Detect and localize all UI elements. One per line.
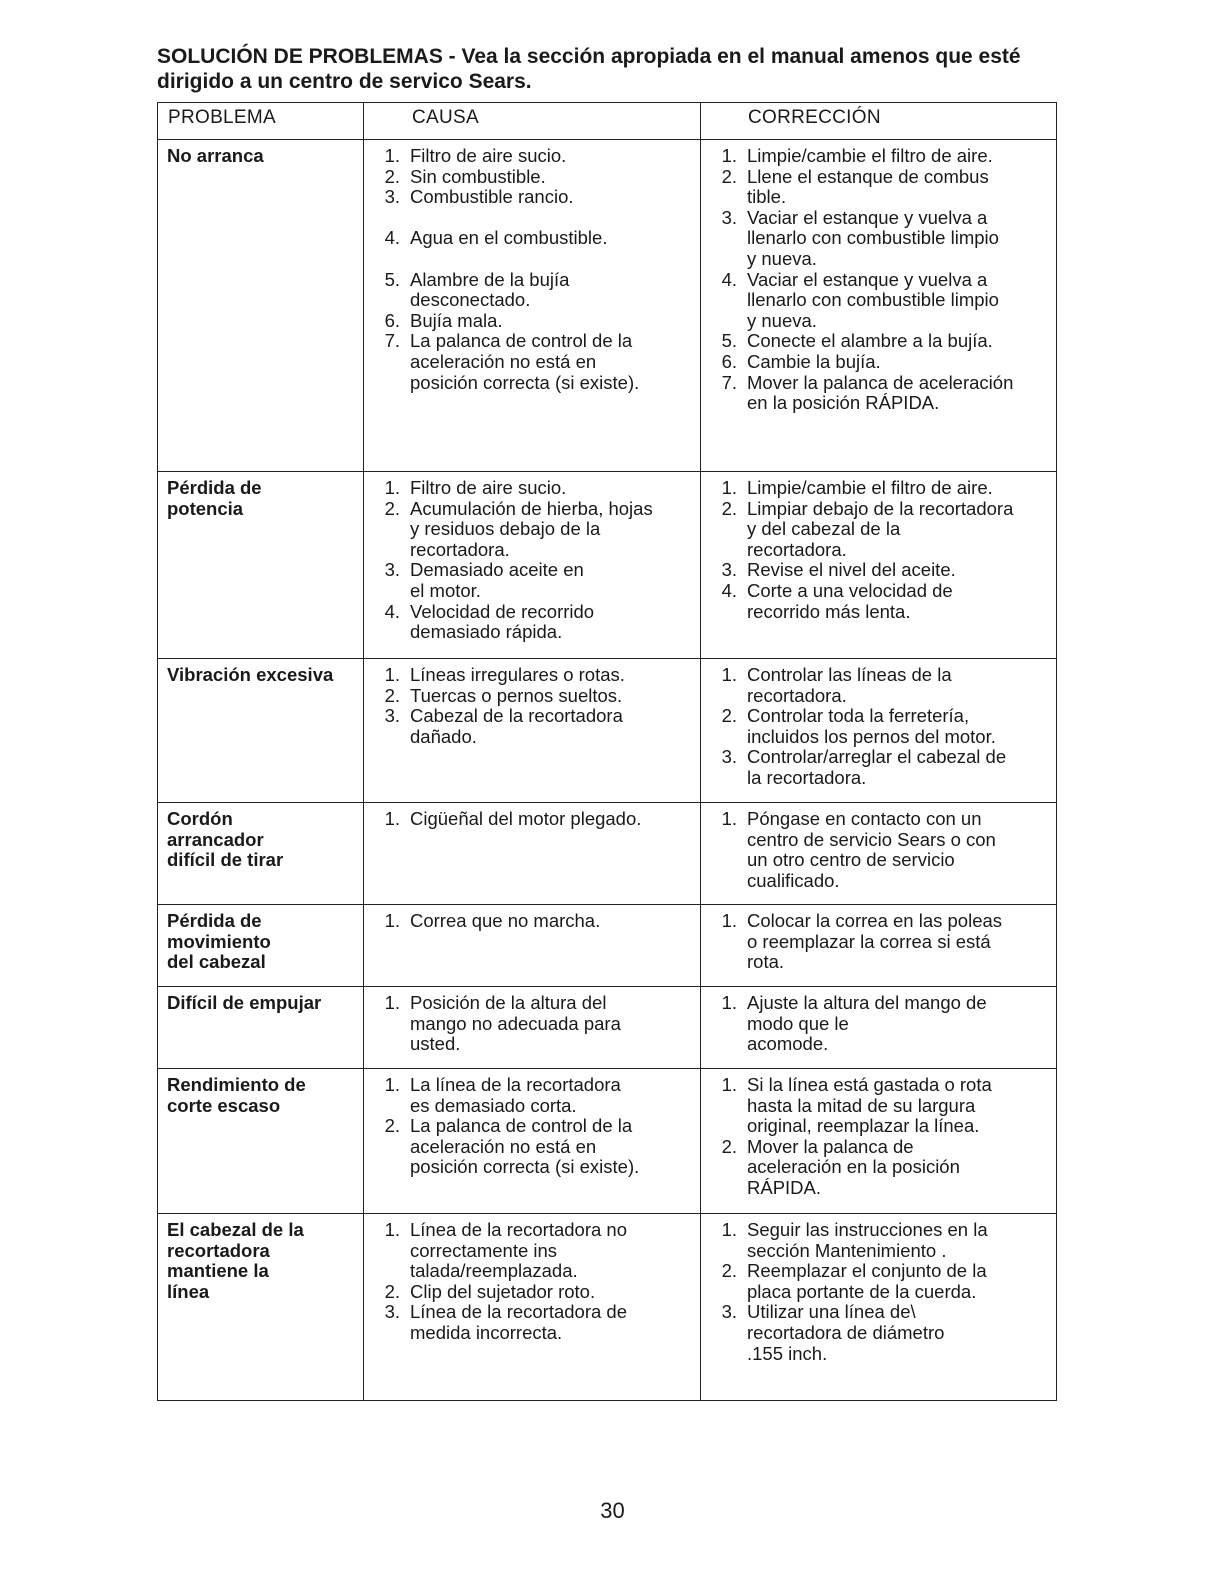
- correction-item: [709, 560, 1050, 581]
- correction-cell: [701, 1069, 1057, 1214]
- item-text: Limpie/cambie el filtro de aire.: [747, 477, 993, 498]
- item-text: Combustible rancio.: [410, 186, 574, 208]
- item-number: 3.: [721, 746, 737, 768]
- item-number: 7.: [721, 371, 737, 393]
- item-number: 1.: [384, 664, 400, 685]
- cause-list: [372, 1075, 694, 1178]
- cause-item: [372, 560, 694, 601]
- cause-item: [372, 706, 694, 747]
- correction-item: [709, 146, 1050, 167]
- problem-cell: [158, 1069, 364, 1214]
- correction-item: [709, 373, 1050, 414]
- problem-label: No arranca: [167, 145, 264, 166]
- correction-cell: [701, 905, 1057, 987]
- item-number: 2.: [721, 705, 737, 727]
- item-number: 7.: [384, 330, 400, 352]
- problem-label: movimiento: [167, 930, 271, 952]
- cause-item: [372, 993, 694, 1055]
- item-text: Tuercas o pernos sueltos.: [410, 684, 623, 706]
- problem-label: del cabezal: [167, 951, 266, 973]
- item-text: Controlar toda la ferretería, incluidos los pernos del motor.: [747, 705, 996, 747]
- item-number: 3.: [721, 206, 737, 228]
- item-number: 1.: [384, 477, 400, 498]
- item-number: 3.: [384, 559, 400, 581]
- item-number: 1.: [384, 992, 400, 1013]
- item-text: Seguir las instrucciones en la sección Mantenimiento .: [747, 1219, 988, 1261]
- item-number: 2.: [384, 165, 400, 187]
- correction-list: [709, 809, 1050, 891]
- correction-item: [709, 1220, 1050, 1261]
- item-text: Filtro de aire sucio.: [410, 477, 567, 498]
- problem-label: Pérdida de: [167, 477, 262, 498]
- cause-cell: [364, 659, 701, 803]
- column-header-problema: PROBLEMA: [158, 103, 364, 140]
- problem-cell: [158, 472, 364, 659]
- correction-cell: [701, 1214, 1057, 1401]
- cause-item: [372, 270, 694, 311]
- correction-item: [709, 993, 1050, 1055]
- correction-item: [709, 1261, 1050, 1302]
- cause-item: [372, 146, 694, 167]
- correction-item: [709, 581, 1050, 622]
- cause-item: [372, 809, 694, 830]
- item-text: Reemplazar el conjunto de la placa portante de la cuerda.: [747, 1260, 987, 1302]
- item-number: 3.: [384, 1301, 400, 1323]
- page-title: SOLUCIÓN DE PROBLEMAS - Vea la sección apropiada en el manual amenos que esté dirigido a un centro de servico Sears.: [157, 45, 1021, 93]
- correction-item: [709, 167, 1050, 208]
- problem-label: mantiene la: [167, 1260, 269, 1282]
- item-text: Clip del sujetador roto.: [410, 1280, 596, 1302]
- cause-item: [372, 686, 694, 707]
- item-text: Mover la palanca de aceleración en la posición RÁPIDA.: [747, 1135, 960, 1198]
- item-number: 2.: [721, 1260, 737, 1282]
- correction-list: [709, 1220, 1050, 1364]
- item-number: 4.: [721, 579, 737, 601]
- item-number: 1.: [721, 1219, 737, 1240]
- cause-cell: [364, 987, 701, 1069]
- cause-cell: [364, 1214, 701, 1401]
- problem-cell: [158, 803, 364, 905]
- cause-item: [372, 228, 694, 269]
- cause-item: [372, 665, 694, 686]
- item-text: Línea de la recortadora de medida incorrecta.: [410, 1301, 628, 1343]
- cause-cell: [364, 472, 701, 659]
- item-text: Filtro de aire sucio.: [410, 145, 567, 166]
- item-text: Acumulación de hierba, hojas y residuos debajo de la recortadora.: [410, 497, 653, 560]
- correction-item: [709, 478, 1050, 499]
- correction-item: [709, 706, 1050, 747]
- cause-item: [372, 1116, 694, 1178]
- cause-item: [372, 187, 694, 228]
- cause-item: [372, 1220, 694, 1282]
- item-text: Alambre de la bujía desconectado.: [410, 268, 570, 311]
- item-text: Controlar las líneas de la recortadora.: [747, 664, 952, 706]
- correction-cell: [701, 472, 1057, 659]
- item-number: 2.: [384, 1115, 400, 1137]
- item-text: Si la línea está gastada o rota hasta la mitad de su largura original, reemplazar la línea.: [747, 1074, 992, 1137]
- correction-cell: [701, 659, 1057, 803]
- problem-cell: [158, 1214, 364, 1401]
- table-row: [158, 1069, 1057, 1214]
- item-number: 1.: [384, 910, 400, 931]
- item-text: Utilizar una línea de\ recortadora de diámetro .155 inch.: [747, 1301, 945, 1364]
- problem-label: arrancador: [167, 828, 264, 850]
- item-number: 1.: [721, 477, 737, 498]
- item-number: 6.: [384, 309, 400, 331]
- cause-item: [372, 1302, 694, 1343]
- item-text: Velocidad de recorrido demasiado rápida.: [410, 600, 595, 643]
- cause-item: [372, 911, 694, 932]
- correction-list: [709, 146, 1050, 414]
- item-number: 1.: [384, 1219, 400, 1240]
- item-number: 1.: [721, 808, 737, 829]
- problem-label: Cordón: [167, 808, 233, 829]
- item-number: 5.: [721, 330, 737, 352]
- item-text: Posición de la altura del mango no adecuada para usted.: [410, 992, 621, 1055]
- item-text: Revise el nivel del aceite.: [747, 559, 956, 581]
- item-number: 1.: [721, 910, 737, 931]
- table-body: [158, 140, 1057, 1401]
- item-text: Agua en el combustible.: [410, 227, 608, 249]
- item-text: Conecte el alambre a la bujía.: [747, 330, 993, 352]
- item-number: 5.: [384, 268, 400, 290]
- cause-item: [372, 1075, 694, 1116]
- correction-item: [709, 499, 1050, 561]
- table-row: [158, 472, 1057, 659]
- table-row: [158, 905, 1057, 987]
- cause-list: [372, 665, 694, 747]
- problem-cell: [158, 987, 364, 1069]
- item-text: Sin combustible.: [410, 165, 546, 187]
- column-header-correccion: CORRECCIÓN: [701, 103, 1057, 140]
- item-text: La palanca de control de la aceleración no está en posición correcta (si existe).: [410, 330, 640, 393]
- correction-cell: [701, 140, 1057, 472]
- item-number: 1.: [721, 1074, 737, 1095]
- correction-cell: [701, 803, 1057, 905]
- correction-item: [709, 208, 1050, 270]
- correction-item: [709, 352, 1050, 373]
- item-text: Póngase en contacto con un centro de servicio Sears o con un otro centro de servicio cualificado.: [747, 808, 996, 891]
- problem-label: recortadora: [167, 1239, 270, 1261]
- cause-list: [372, 809, 694, 830]
- cause-cell: [364, 803, 701, 905]
- problem-label: Difícil de empujar: [167, 992, 322, 1013]
- cause-list: [372, 911, 694, 932]
- item-text: La palanca de control de la aceleración no está en posición correcta (si existe).: [410, 1115, 640, 1178]
- item-text: Vaciar el estanque y vuelva a llenarlo con combustible limpio y nueva.: [747, 206, 999, 269]
- item-number: 2.: [384, 684, 400, 706]
- cause-list: [372, 993, 694, 1055]
- correction-item: [709, 665, 1050, 706]
- item-number: 2.: [721, 165, 737, 187]
- item-text: Colocar la correa en las poleas o reemplazar la correa si está rota.: [747, 910, 1003, 973]
- cause-item: [372, 167, 694, 188]
- item-text: Correa que no marcha.: [410, 910, 601, 931]
- problem-label: difícil de tirar: [167, 849, 284, 871]
- table-row: [158, 140, 1057, 472]
- item-number: 4.: [721, 268, 737, 290]
- column-header-causa: CAUSA: [364, 103, 701, 140]
- correction-item: [709, 270, 1050, 332]
- cause-cell: [364, 140, 701, 472]
- problem-label: corte escaso: [167, 1094, 281, 1116]
- problem-label: Pérdida de: [167, 910, 262, 931]
- item-number: 3.: [721, 559, 737, 581]
- item-text: Controlar/arreglar el cabezal de la recortadora.: [747, 746, 1007, 788]
- item-number: 1.: [721, 664, 737, 685]
- correction-item: [709, 331, 1050, 352]
- correction-cell: [701, 987, 1057, 1069]
- table-row: [158, 659, 1057, 803]
- item-text: Limpie/cambie el filtro de aire.: [747, 145, 993, 166]
- cause-list: [372, 1220, 694, 1344]
- item-text: Bujía mala.: [410, 309, 503, 331]
- item-text: Cabezal de la recortadora dañado.: [410, 705, 623, 747]
- item-text: Corte a una velocidad de recorrido más lenta.: [747, 579, 953, 622]
- troubleshooting-table: [157, 102, 1057, 1401]
- cause-item: [372, 499, 694, 561]
- item-number: 3.: [721, 1301, 737, 1323]
- problem-cell: [158, 140, 364, 472]
- table-header-row: [158, 103, 1057, 140]
- item-number: 2.: [721, 1135, 737, 1157]
- item-text: Limpiar debajo de la recortadora y del cabezal de la recortadora.: [747, 497, 1014, 560]
- table-row: [158, 1214, 1057, 1401]
- item-number: 1.: [384, 808, 400, 829]
- cause-item: [372, 1282, 694, 1303]
- item-number: 2.: [384, 1280, 400, 1302]
- cause-cell: [364, 905, 701, 987]
- problem-label: Vibración excesiva: [167, 664, 334, 685]
- correction-item: [709, 1075, 1050, 1137]
- item-text: Demasiado aceite en el motor.: [410, 559, 584, 601]
- cause-item: [372, 602, 694, 643]
- cause-item: [372, 331, 694, 393]
- item-number: 2.: [384, 497, 400, 519]
- cause-list: [372, 478, 694, 643]
- correction-list: [709, 993, 1050, 1055]
- item-text: Ajuste la altura del mango de modo que le acomode.: [747, 992, 987, 1055]
- page-number: 30: [600, 1498, 625, 1523]
- table-row: [158, 987, 1057, 1069]
- item-number: 1.: [384, 145, 400, 166]
- correction-list: [709, 478, 1050, 622]
- correction-item: [709, 1302, 1050, 1364]
- correction-list: [709, 1075, 1050, 1199]
- item-number: 3.: [384, 705, 400, 727]
- item-text: Línea de la recortadora no correctamente ins talada/reemplazada.: [410, 1219, 628, 1282]
- table-row: [158, 803, 1057, 905]
- item-text: Líneas irregulares o rotas.: [410, 664, 625, 685]
- cause-item: [372, 478, 694, 499]
- item-number: 1.: [721, 145, 737, 166]
- correction-list: [709, 911, 1050, 973]
- correction-item: [709, 911, 1050, 973]
- cause-cell: [364, 1069, 701, 1214]
- cause-item: [372, 311, 694, 332]
- problem-label: Rendimiento de: [167, 1074, 306, 1095]
- problem-label: línea: [167, 1280, 210, 1302]
- item-number: 3.: [384, 186, 400, 208]
- item-number: 1.: [384, 1074, 400, 1095]
- item-number: 6.: [721, 350, 737, 372]
- item-text: Vaciar el estanque y vuelva a llenarlo con combustible limpio y nueva.: [747, 268, 999, 331]
- problem-label: potencia: [167, 497, 244, 519]
- item-text: Mover la palanca de aceleración en la posición RÁPIDA.: [747, 371, 1014, 414]
- item-text: Cigüeñal del motor plegado.: [410, 808, 642, 829]
- item-text: Llene el estanque de combus tible.: [747, 165, 989, 208]
- problem-label: El cabezal de la: [167, 1219, 304, 1240]
- item-number: 1.: [721, 992, 737, 1013]
- item-number: 4.: [384, 600, 400, 622]
- correction-item: [709, 1137, 1050, 1199]
- problem-cell: [158, 905, 364, 987]
- problem-cell: [158, 659, 364, 803]
- item-number: 2.: [721, 497, 737, 519]
- correction-item: [709, 809, 1050, 891]
- item-number: 4.: [384, 227, 400, 249]
- correction-list: [709, 665, 1050, 789]
- cause-list: [372, 146, 694, 393]
- correction-item: [709, 747, 1050, 788]
- item-text: La línea de la recortadora es demasiado corta.: [410, 1074, 621, 1116]
- item-text: Cambie la bujía.: [747, 350, 881, 372]
